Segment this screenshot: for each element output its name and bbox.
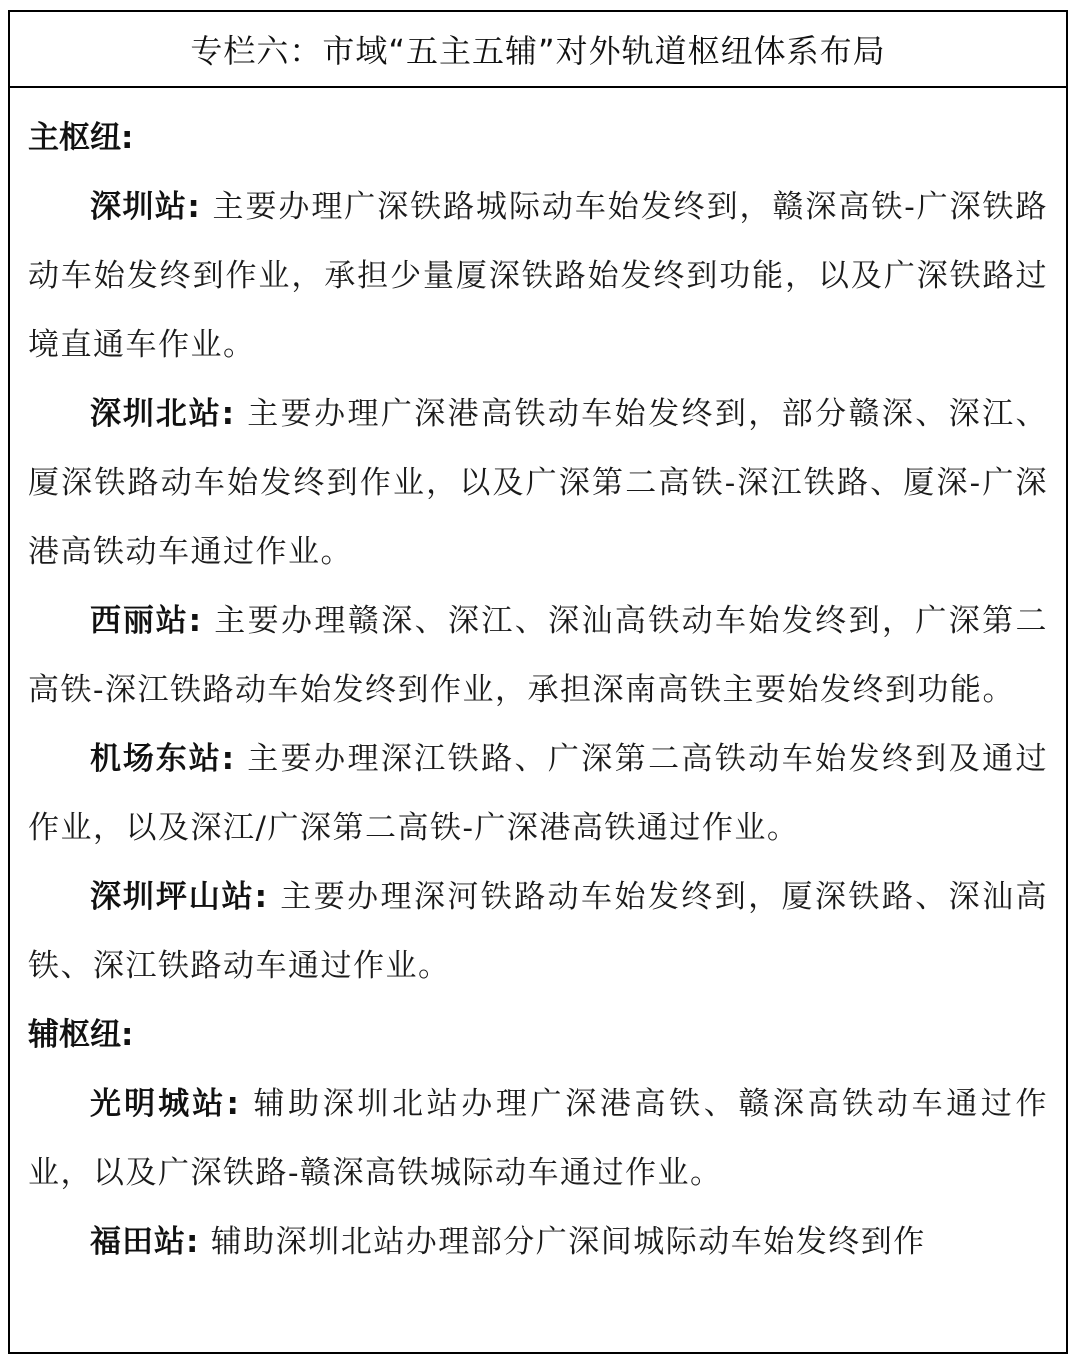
hub-entry-pingshan xyxy=(28,863,1048,1001)
hub-description: 辅助深圳北站办理广深港高铁、赣深高铁动车通过作业，以及广深铁路-赣深高铁城际动车通过作业。 xyxy=(28,1086,1048,1191)
hub-name: 机场东站: xyxy=(90,741,236,777)
column-content xyxy=(10,88,1066,1277)
column-title: 专栏六：市域“五主五辅”对外轨道枢纽体系布局 xyxy=(10,12,1066,88)
hub-description: 主要办理广深港高铁动车始发终到，部分赣深、深江、厦深铁路动车始发终到作业，以及广深第二高铁-深江铁路、厦深-广深港高铁动车通过作业。 xyxy=(28,396,1048,570)
hub-description: 主要办理广深铁路城际动车始发终到，赣深高铁-广深铁路动车始发终到作业，承担少量厦深铁路始发终到功能，以及广深铁路过境直通车作业。 xyxy=(28,189,1048,363)
hub-description: 辅助深圳北站办理部分广深间城际动车始发终到作 xyxy=(199,1224,926,1260)
hub-entry-guangmingcheng xyxy=(28,1070,1048,1208)
hub-name: 深圳站: xyxy=(90,189,201,225)
hub-description: 主要办理深河铁路动车始发终到，厦深铁路、深汕高铁、深江铁路动车通过作业。 xyxy=(28,879,1048,984)
hub-name: 福田站: xyxy=(90,1224,200,1260)
hub-description: 主要办理深江铁路、广深第二高铁动车始发终到及通过作业，以及深江/广深第二高铁-广深港高铁通过作业。 xyxy=(28,741,1048,846)
main-hubs-heading: 主枢纽: xyxy=(28,120,134,156)
hub-name: 深圳北站: xyxy=(90,396,236,432)
hub-entry-futian xyxy=(28,1208,1048,1277)
hub-entry-airport-east xyxy=(28,725,1048,863)
hub-description: 主要办理赣深、深江、深汕高铁动车始发终到，广深第二高铁-深江铁路动车始发终到作业，承担深南高铁主要始发终到功能。 xyxy=(28,603,1048,708)
hub-entry-shenzhen-north xyxy=(28,380,1048,587)
hub-name: 深圳坪山站: xyxy=(90,879,268,915)
column-box xyxy=(8,10,1068,1354)
hub-entry-shenzhen xyxy=(28,173,1048,380)
aux-hubs-heading: 辅枢纽: xyxy=(28,1017,134,1053)
hub-name: 西丽站: xyxy=(90,603,203,639)
hub-entry-xili xyxy=(28,587,1048,725)
hub-name: 光明城站: xyxy=(90,1086,240,1122)
